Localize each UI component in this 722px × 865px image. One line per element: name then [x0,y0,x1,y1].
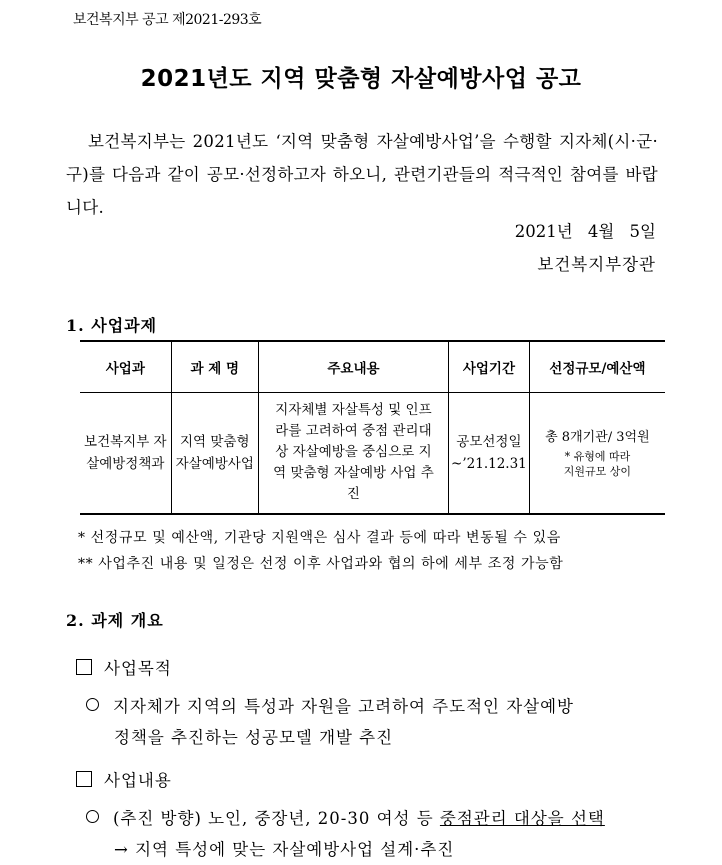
content-underlined: 중점관리 대상을 선택 [439,809,605,828]
header-period: 사업기간 [449,341,530,392]
header-budget: 선정규모/예산액 [529,341,665,392]
cell-budget [529,392,665,514]
cell-task: 지역 맞춤형 자살예방사업 [171,392,258,514]
period-start: 공모선정일 [456,433,522,450]
note-1: * 선정규모 및 예산액, 기관당 지원액은 심사 결과 등에 따라 변동될 수 있음 [78,530,561,546]
circle-bullet-icon [86,698,99,711]
purpose-line-2: 정책을 추진하는 성공모델 개발 추진 [114,728,394,747]
task-table [80,340,665,515]
purpose-item [76,655,172,679]
budget-note-1: * 유형에 따라 [564,450,631,464]
square-bullet-icon [76,771,92,787]
notice-number: 보건복지부 공고 제2021-293호 [73,12,262,28]
page-title: 2021년도 지역 맞춤형 자살예방사업 공고 [140,66,582,92]
content-detail [86,803,664,865]
budget-main: 총 8개기관/ 3억원 [545,430,650,446]
note-2: ** 사업추진 내용 및 일정은 선정 이후 사업과와 협의 하에 세부 조정 가능함 [78,556,564,572]
content-label: 사업내용 [104,771,172,790]
table-row [80,392,665,514]
content-line-2: → 지역 특성에 맞는 자살예방사업 설계·추진 [114,840,455,859]
circle-bullet-icon [86,810,99,823]
purpose-detail [86,691,664,753]
header-task: 과 제 명 [171,341,258,392]
notice-date: 2021년 4월 5일 [514,222,656,241]
header-content: 주요내용 [258,341,448,392]
content-item [76,767,172,791]
signer: 보건복지부장관 [537,255,656,274]
header-dept: 사업과 [105,360,145,377]
cell-content: 지자체별 자살특성 및 인프라를 고려하여 중점 관리대상 자살예방을 중심으로 지역 맞춤형 자살예방 사업 추진 [258,392,448,514]
purpose-line-1: 지자체가 지역의 특성과 자원을 고려하여 주도적인 자살예방 [113,697,574,716]
intro-paragraph: 보건복지부는 2021년도 ‘지역 맞춤형 자살예방사업’을 수행할 지자체(시·군·구)를 다음과 같이 공모·선정하고자 하오니, 관련기관들의 적극적인 참여를 바랍니다. [66,132,658,217]
budget-note-2: 지원규모 상이 [563,465,632,479]
cell-dept: 보건복지부 자살예방정책과 [84,433,167,472]
section-2-heading: 2. 과제 개요 [66,611,164,630]
section-1-heading: 1. 사업과제 [66,316,158,335]
period-end: ~’21.12.31 [451,455,527,472]
cell-period [449,392,530,514]
square-bullet-icon [76,659,92,675]
purpose-label: 사업목적 [104,659,172,678]
content-line-1: (추진 방향) 노인, 중장년, 20-30 여성 등 [113,809,440,828]
table-header-row [80,341,665,392]
